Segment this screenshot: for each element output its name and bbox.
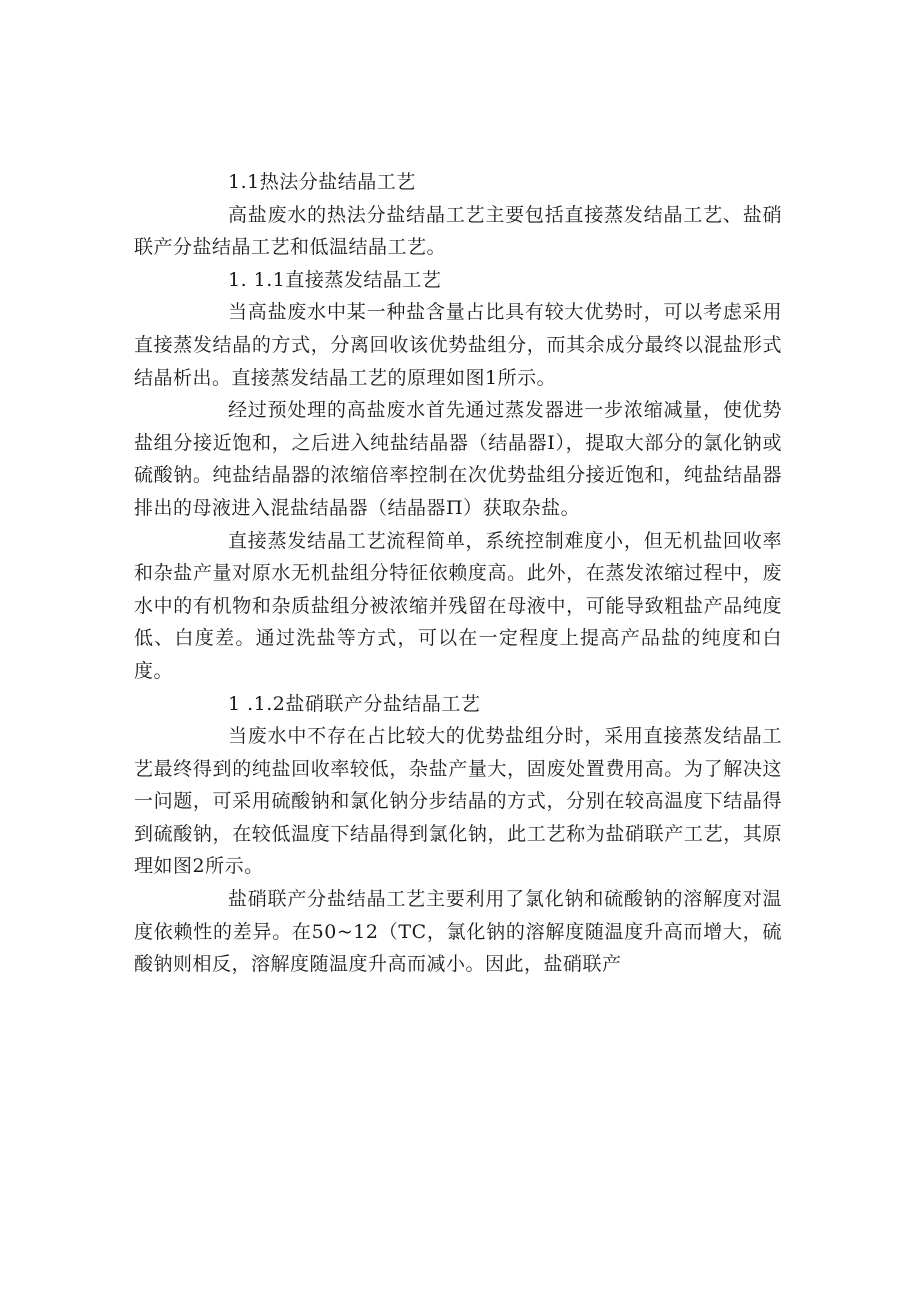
paragraph-4: 直接蒸发结晶工艺流程简单，系统控制难度小，但无机盐回收率和杂盐产量对原水无机盐组分特征依赖度高。此外，在蒸发浓缩过程中，废水中的有机物和杂质盐组分被浓缩并残留在母液中，可能导致粗盐产品纯度低、白度差。通过洗盐等方式，可以在一定程度上提高产品盐的纯度和白度。	[134, 529, 782, 682]
paragraph-5: 当废水中不存在占比较大的优势盐组分时，采用直接蒸发结晶工艺最终得到的纯盐回收率较低，杂盐产量大，固废处置费用高。为了解决这一问题，可采用硫酸钠和氯化钠分步结晶的方式，分别在较高温度下结晶得到硫酸钠，在较低温度下结晶得到氯化钠，此工艺称为盐硝联产工艺，其原理如图2所示。	[134, 725, 782, 878]
heading-1-1: 1.1热法分盐结晶工艺	[228, 171, 416, 193]
heading-1-1-2: 1 .1.2盐硝联产分盐结晶工艺	[228, 692, 481, 715]
paragraph-3: 经过预处理的高盐废水首先通过蒸发器进一步浓缩减量，使优势盐组分接近饱和，之后进入纯盐结晶器（结晶器I），提取大部分的氯化钠或硫酸钠。纯盐结晶器的浓缩倍率控制在次优势盐组分接近饱和，纯盐结晶器排出的母液进入混盐结晶器（结晶器Π）获取杂盐。	[134, 399, 782, 519]
heading-1-1-1: 1. 1.1直接蒸发结晶工艺	[228, 268, 442, 291]
paragraph-1: 高盐废水的热法分盐结晶工艺主要包括直接蒸发结晶工艺、盐硝联产分盐结晶工艺和低温结晶工艺。	[134, 203, 782, 259]
paragraph-2: 当高盐废水中某一种盐含量占比具有较大优势时，可以考虑采用直接蒸发结晶的方式，分离回收该优势盐组分，而其余成分最终以混盐形式结晶析出。直接蒸发结晶工艺的原理如图1所示。	[134, 301, 782, 389]
paragraph-6: 盐硝联产分盐结晶工艺主要利用了氯化钠和硫酸钠的溶解度对温度依赖性的差异。在50~12（TC，氯化钠的溶解度随温度升高而增大，硫酸钠则相反，溶解度随温度升高而减小。因此，盐硝联产	[134, 888, 782, 976]
document-page	[134, 166, 782, 981]
